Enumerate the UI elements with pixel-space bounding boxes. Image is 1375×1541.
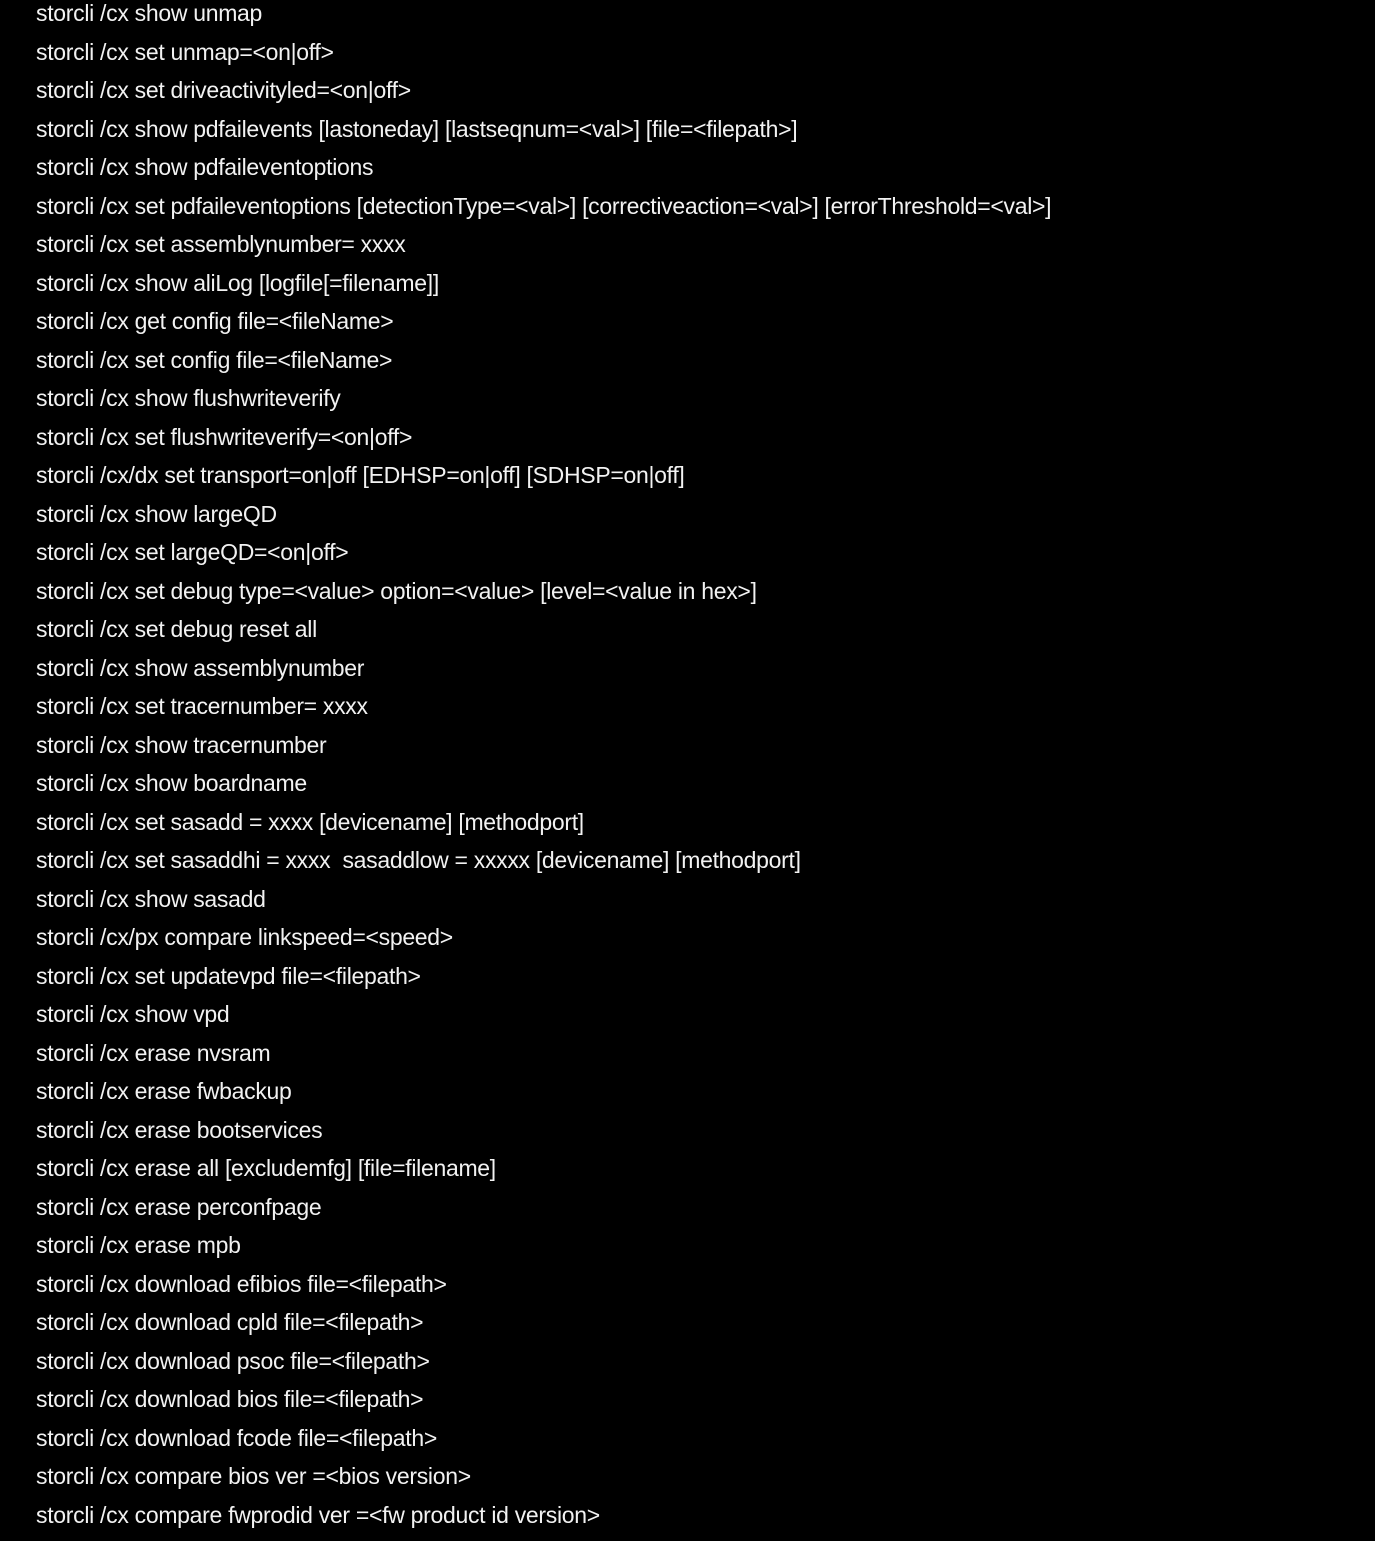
command-line: storcli /cx download efibios file=<filepath> xyxy=(36,1270,447,1297)
command-line: storcli /cx get config file=<fileName> xyxy=(36,308,394,334)
command-line: storcli /cx set pdfaileventoptions [detectionType=<val>] [correctiveaction=<val>] [errorThreshold=<val>] xyxy=(36,192,1052,219)
command-line: storcli /cx show aliLog [logfile[=filename]] xyxy=(36,269,439,296)
command-line: storcli /cx set config file=<fileName> xyxy=(36,346,393,373)
command-line: storcli /cx show vpd xyxy=(36,1001,230,1027)
command-line: storcli /cx set sasaddhi = xxxx sasaddlow = xxxxx [devicename] [methodport] xyxy=(36,847,801,873)
command-line: storcli /cx erase bootservices xyxy=(36,1116,323,1143)
command-line: storcli /cx show sasadd xyxy=(36,885,266,912)
command-line: storcli /cx erase all [excludemfg] [file=filename] xyxy=(36,1155,496,1181)
command-line: storcli /cx erase mpb xyxy=(36,1232,241,1258)
command-line: storcli /cx erase fwbackup xyxy=(36,1078,292,1104)
command-line: storcli /cx download fcode file=<filepath> xyxy=(36,1424,438,1451)
command-line: storcli /cx show tracernumber xyxy=(36,731,327,758)
command-line: storcli /cx set largeQD=<on|off> xyxy=(36,539,349,565)
command-line: storcli /cx erase perconfpage xyxy=(36,1193,322,1220)
command-line: storcli /cx set debug type=<value> option=<value> [level=<value in hex>] xyxy=(36,577,757,604)
command-line: storcli /cx show boardname xyxy=(36,770,307,796)
command-line: storcli /cx set driveactivityled=<on|off> xyxy=(36,77,411,103)
command-line: storcli /cx show pdfaileventoptions xyxy=(36,154,374,180)
command-line: storcli /cx set unmap=<on|off> xyxy=(36,38,334,65)
command-line: storcli /cx set updatevpd file=<filepath> xyxy=(36,962,421,989)
command-line: storcli /cx set assemblynumber= xxxx xyxy=(36,231,406,257)
command-line: storcli /cx set flushwriteverify=<on|off> xyxy=(36,423,413,450)
command-line: storcli /cx download bios file=<filepath> xyxy=(36,1386,424,1412)
command-line: storcli /cx show largeQD xyxy=(36,500,277,527)
command-line: storcli /cx/dx set transport=on|off [EDHSP=on|off] [SDHSP=on|off] xyxy=(36,462,685,488)
command-line: storcli /cx set sasadd = xxxx [devicename] [methodport] xyxy=(36,808,584,835)
command-line: storcli /cx show assemblynumber xyxy=(36,654,365,681)
command-line: storcli /cx show pdfailevents [lastoneday] [lastseqnum=<val>] [file=<filepath>] xyxy=(36,115,798,142)
command-line: storcli /cx set debug reset all xyxy=(36,616,317,642)
command-line: storcli /cx compare fwprodid ver =<fw product id version> xyxy=(36,1501,600,1528)
command-line: storcli /cx/px compare linkspeed=<speed> xyxy=(36,924,453,950)
command-line: storcli /cx set tracernumber= xxxx xyxy=(36,693,368,719)
command-line: storcli /cx download psoc file=<filepath> xyxy=(36,1347,430,1374)
command-line: storcli /cx download cpld file=<filepath> xyxy=(36,1309,424,1335)
command-line: storcli /cx show unmap xyxy=(36,0,263,26)
command-line: storcli /cx compare bios ver =<bios version> xyxy=(36,1463,471,1489)
command-line: storcli /cx show flushwriteverify xyxy=(36,385,341,411)
command-line: storcli /cx erase nvsram xyxy=(36,1039,271,1066)
